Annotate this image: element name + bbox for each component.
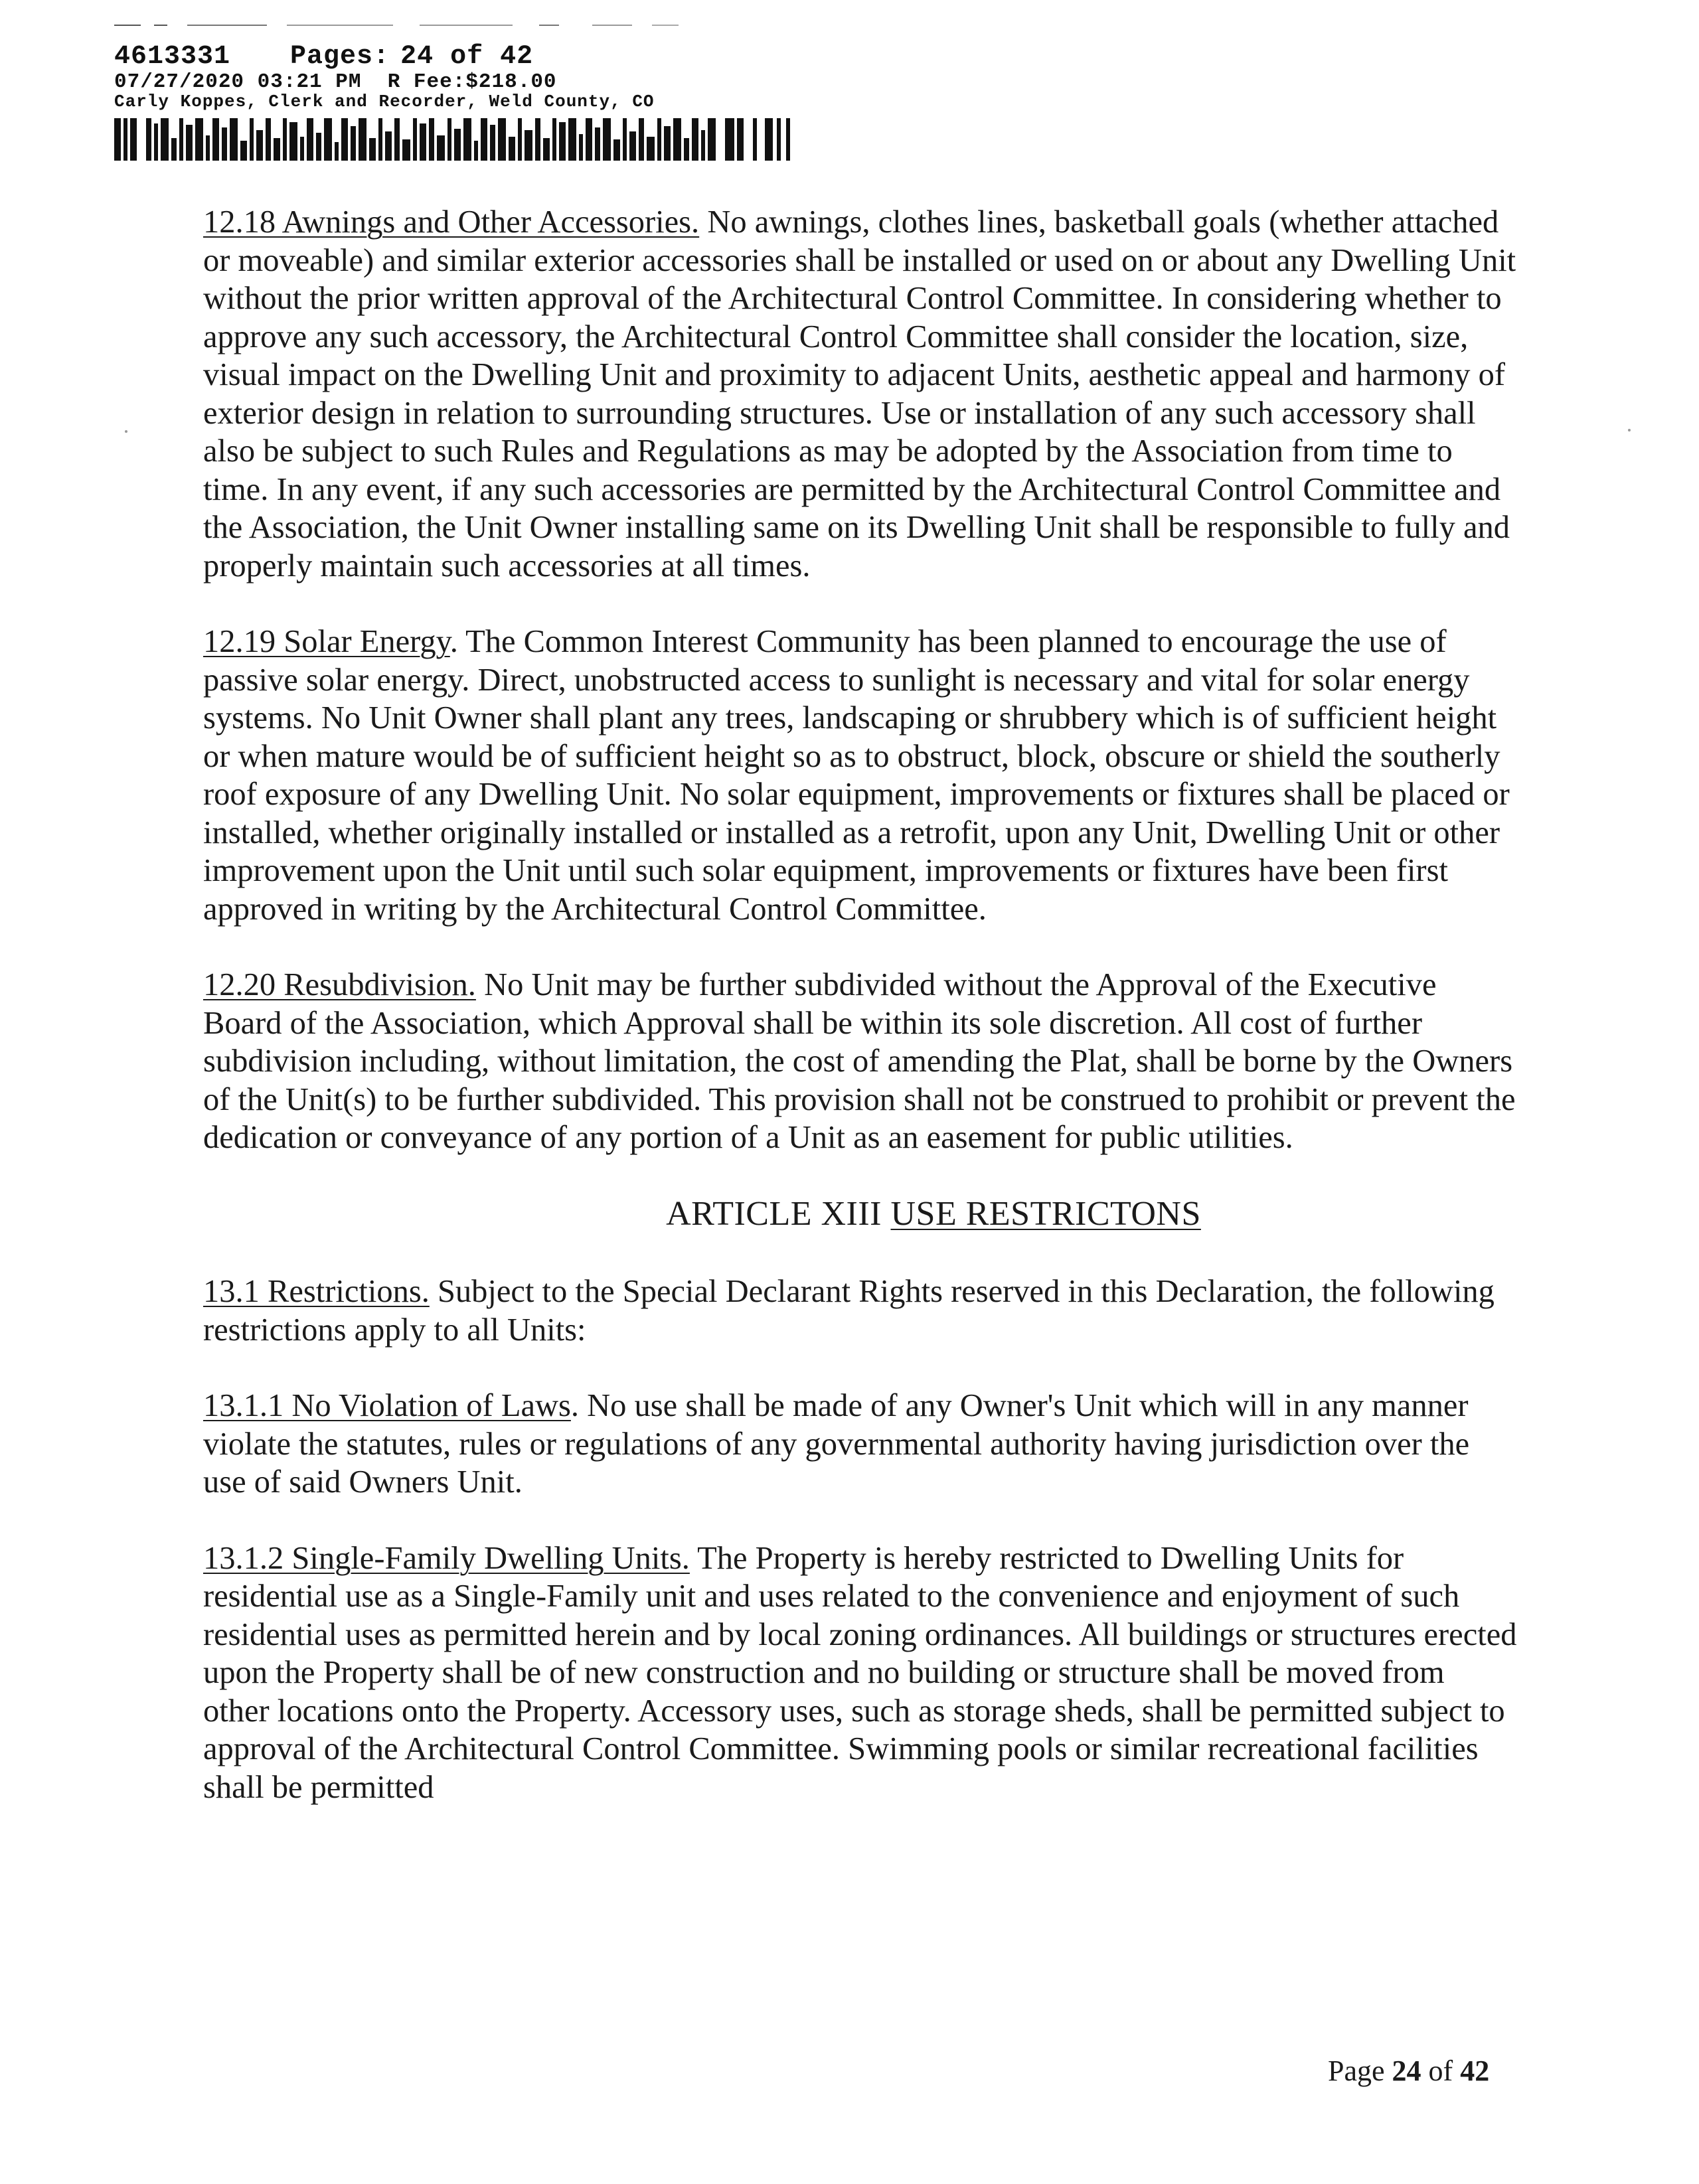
section-12-18 [203,203,1518,585]
section-13-1-1 [203,1387,1518,1502]
fee-label: R Fee: [387,70,466,94]
document-body [203,203,1518,1844]
page-number [1328,2054,1489,2088]
fee-value: $218.00 [465,70,557,94]
recording-stamp [114,44,655,110]
clerk-line: Carly Koppes, Clerk and Recorder, Weld County, CO [114,92,655,112]
section-body: No awnings, clothes lines, basketball goals (whether attached or moveable) and similar exterior accessories shall be installed or used on or about any Dwelling Unit without the prior written approval of the Architectural Control Committee. In considering whether to approve any such accessory, the Architectural Control Committee shall consider the location, size, visual impact on the Dwelling Unit and proximity to adjacent Units, aesthetic appeal and harmony of exterior design in relation to surrounding structures. Use or installation of any such accessory shall also be subject to such Rules and Regulations as may be adopted by the Association from time to time. In any event, if any such accessories are permitted by the Architectural Control Committee and the Association, the Unit Owner installing same on its Dwelling Unit shall be responsible to fully and properly maintain such accessories at all times. [203,204,1516,584]
scan-speck [125,430,127,433]
section-heading: 12.20 Resubdivision. [203,967,476,1002]
section-12-19 [203,623,1518,928]
section-body: . No use shall be made of any Owner's Unit which will in any manner violate the statutes, rules or regulations of any governmental authority having jurisdiction over the use of said Owners Unit. [203,1388,1470,1500]
page-total: 42 [1460,2055,1490,2087]
article-number: ARTICLE XIII [666,1194,891,1233]
section-heading: 13.1 Restrictions. [203,1274,430,1309]
article-heading [203,1195,1518,1233]
scan-speck [1628,429,1631,431]
section-13-1-2 [203,1539,1518,1807]
section-heading: 12.19 Solar Energy [203,624,450,659]
section-body: The Property is hereby restricted to Dwelling Units for residential use as a Single-Family unit and uses related to the convenience and enjoyment of such residential uses as permitted herein and by local zoning ordinances. All buildings or structures erected upon the Property shall be of new construction and no building or structure shall be moved from other locations onto the Property. Accessory uses, such as storage sheds, shall be permitted subject to approval of the Architectural Control Committee. Swimming pools or similar recreational facilities shall be permitted [203,1540,1517,1805]
section-13-1 [203,1273,1518,1349]
pages-value: 24 of 42 [400,42,534,72]
recording-barcode [114,118,831,161]
article-title: USE RESTRICTONS [890,1194,1201,1233]
section-12-20 [203,966,1518,1157]
section-body: No Unit may be further subdivided without the Approval of the Executive Board of the Association, which Approval shall be within its sole discretion. All cost of further subdivision including, without limitation, the cost of amending the Plat, shall be borne by the Owners of the Unit(s) to be further subdivided. This provision shall not be construed to prohibit or prevent the dedication or conveyance of any portion of a Unit as an easement for public utilities. [203,967,1516,1155]
section-heading: 12.18 Awnings and Other Accessories. [203,204,700,240]
page-of: of [1421,2055,1461,2087]
record-date-time: 07/27/2020 03:21 PM [114,70,362,94]
section-heading: 13.1.2 Single-Family Dwelling Units. [203,1540,690,1576]
page-prefix: Page [1328,2055,1392,2087]
scan-artifact [114,24,685,27]
section-heading: 13.1.1 No Violation of Laws [203,1388,571,1423]
pages-label: Pages: [290,42,390,72]
document-number: 4613331 [114,42,231,72]
section-body: Subject to the Special Declarant Rights reserved in this Declaration, the following restrictions apply to all Units: [203,1274,1495,1348]
page-current: 24 [1392,2055,1421,2087]
section-body: . The Common Interest Community has been planned to encourage the use of passive solar energy. Direct, unobstructed access to sunlight is necessary and vital for solar energy systems. No Unit Owner shall plant any trees, landscaping or shrubbery which is of sufficient height or when mature would be of sufficient height so as to obstruct, block, obscure or shield the southerly roof exposure of any Dwelling Unit. No solar equipment, improvements or fixtures shall be placed or installed, whether originally installed or installed as a retrofit, upon any Unit, Dwelling Unit or other improvement upon the Unit until such solar equipment, improvements or fixtures have been first approved in writing by the Architectural Control Committee. [203,624,1510,927]
